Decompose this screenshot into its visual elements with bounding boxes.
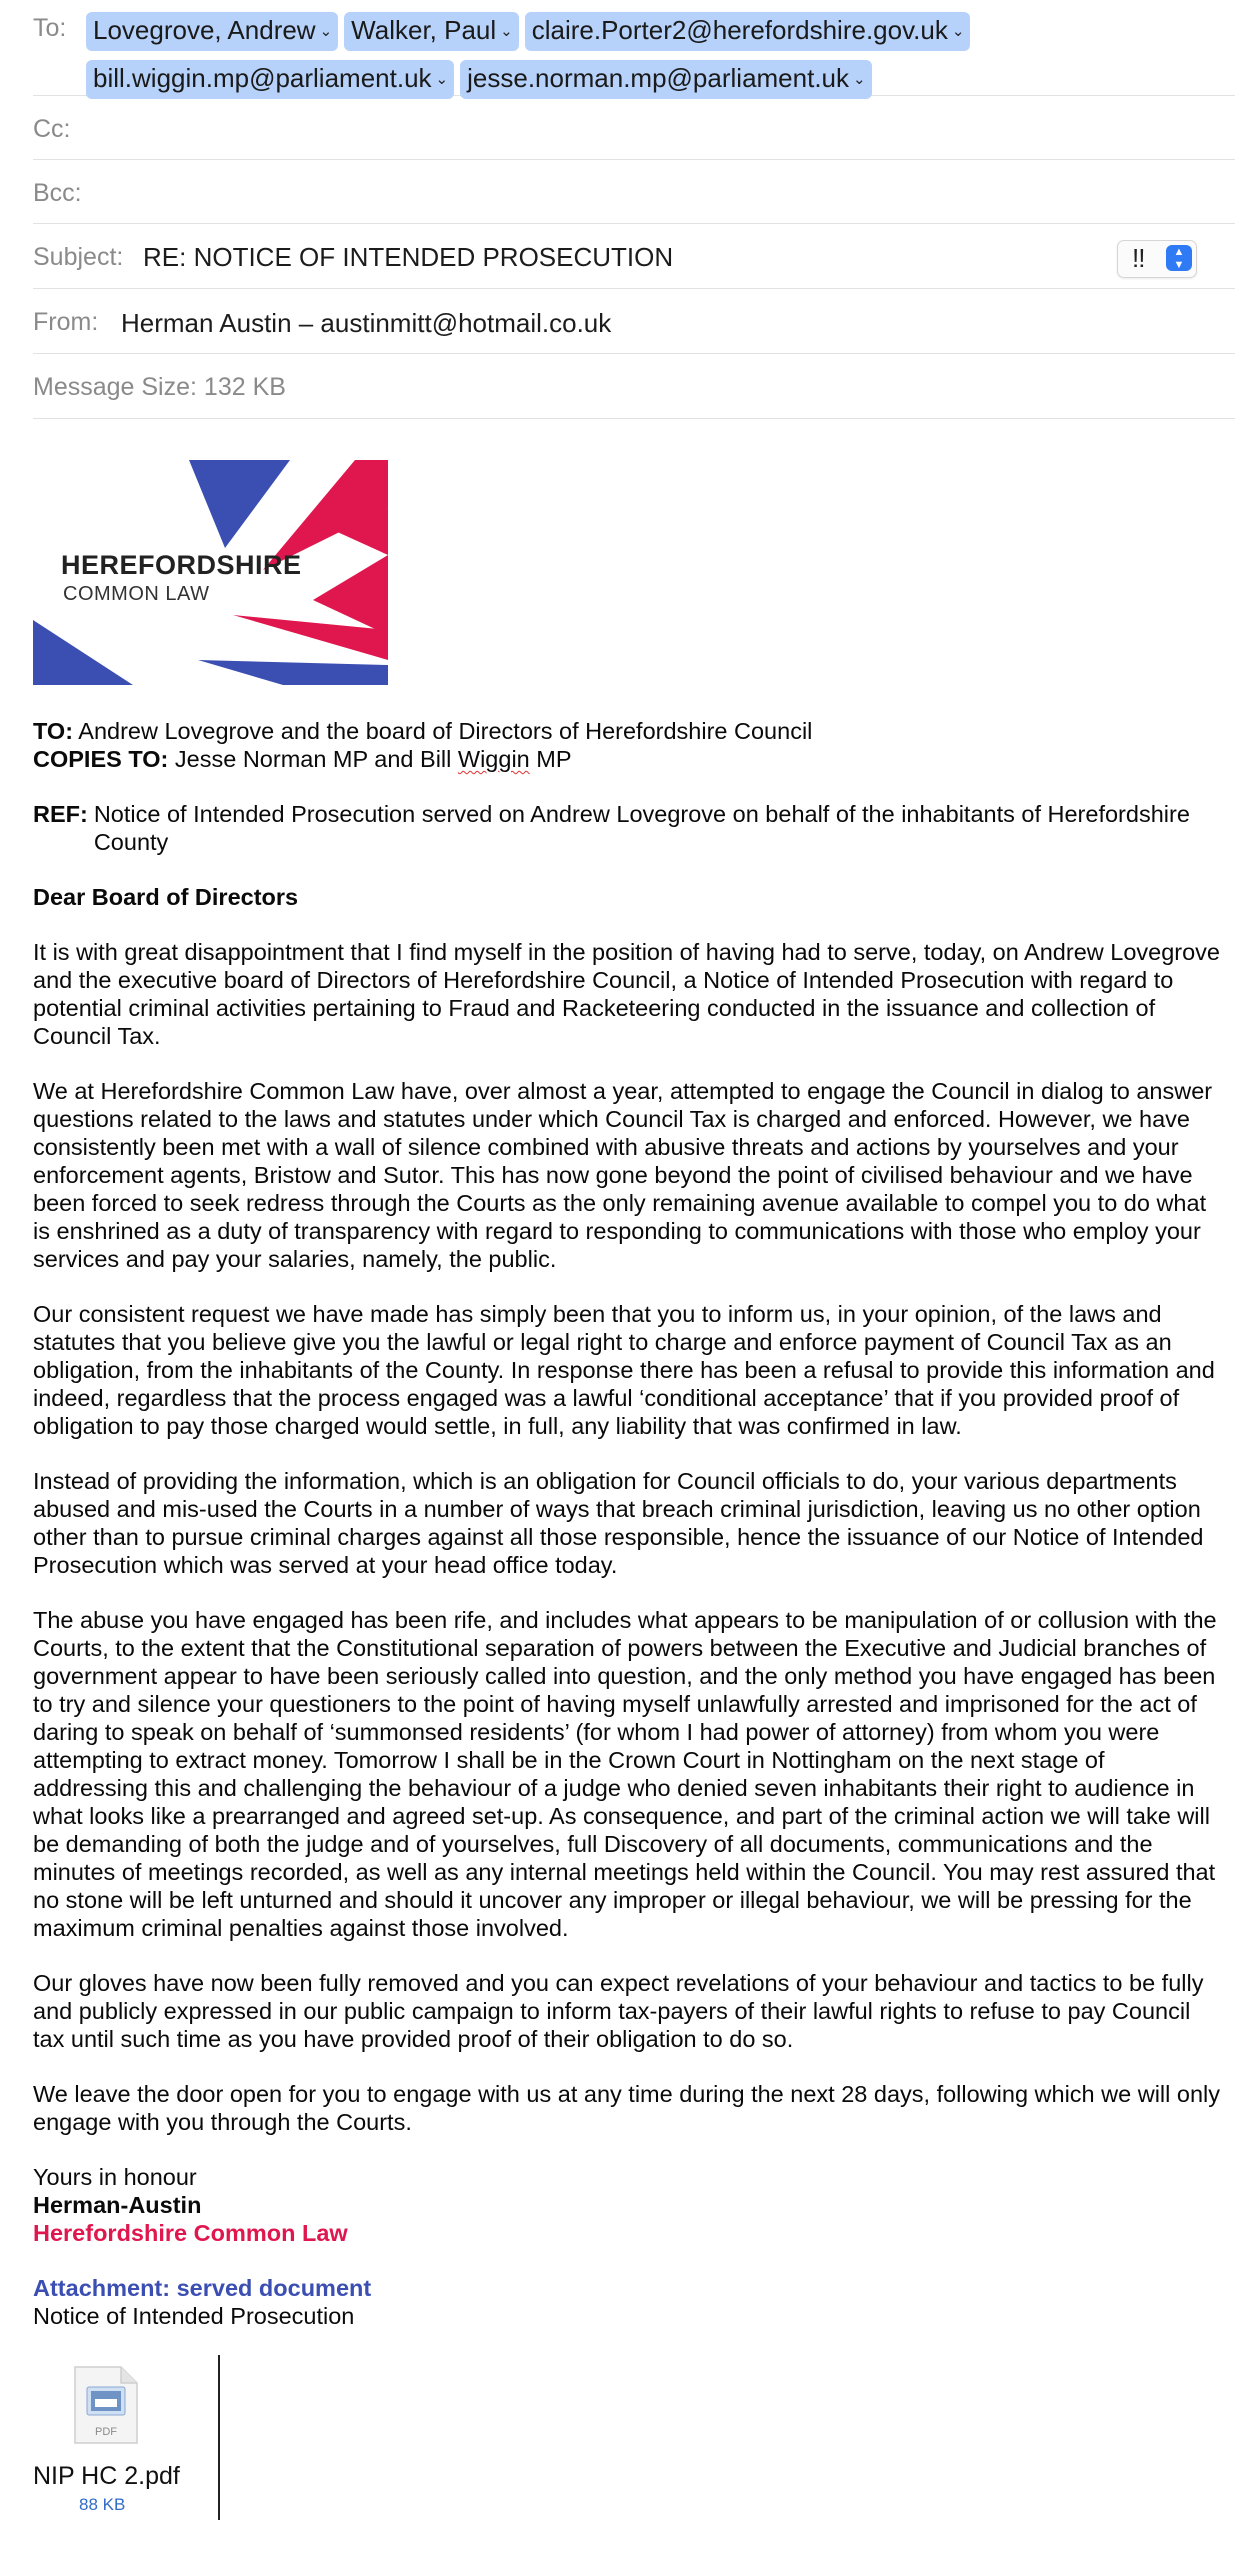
pdf-file-icon [73, 2365, 139, 2445]
bcc-field-row[interactable] [33, 161, 1235, 224]
recipient-chip[interactable]: Lovegrove, Andrew ⌄ [86, 12, 338, 51]
message-size-label: Message Size: 132 KB [33, 373, 286, 401]
chevron-down-icon: ⌄ [319, 23, 333, 40]
copies-label: COPIES TO: [33, 746, 169, 772]
herefordshire-common-law-logo [33, 460, 388, 690]
attachment-file-name: NIP HC 2.pdf [33, 2462, 180, 2490]
signature-org: Herefordshire Common Law [33, 2220, 348, 2246]
recipient-chip[interactable]: jesse.norman.mp@parliament.uk ⌄ [460, 60, 871, 99]
attachment-tile[interactable] [33, 2355, 220, 2520]
message-body [33, 717, 1223, 2357]
from-field-row [33, 290, 1235, 354]
cc-label: Cc: [33, 115, 71, 143]
pdf-type-label: PDF [95, 2426, 117, 2438]
paragraph-6: Our gloves have now been fully removed and you can expect revelations of your behaviour and tactics to be fully and publicly expressed in our public campaign to inform tax-payers of their lawful rights to refuse to pay Council tax until such time as you have provided proof of their obligation to do so. [33, 1970, 1204, 2052]
message-size-row [33, 355, 1235, 419]
paragraph-3: Our consistent request we have made has simply been that you to inform us, in your opinion, of the laws and statutes that you believe give you the lawful or legal right to charge and enforce payment of Council Tax as an obligation, from the inhabitants of the County. In response there has been a refusal to provide this information and indeed, regardless that the process engaged was a lawful ‘conditional acceptance’ that if you provided proof of obligation to pay those charged would settle, in full, any liability that was confirmed in law. [33, 1301, 1215, 1439]
recipient-chip[interactable]: bill.wiggin.mp@parliament.uk ⌄ [86, 60, 454, 99]
paragraph-7: We leave the door open for you to engage with us at any time during the next 28 days, following which we will only engage with you through the Courts. [33, 2081, 1221, 2135]
spellcheck-word[interactable]: Wiggin [457, 746, 530, 772]
to-field-row [33, 0, 1235, 96]
attachment-heading: Attachment: served document [33, 2275, 372, 2301]
closing: Yours in honour [33, 2164, 197, 2190]
logo-title: HEREFORDSHIRE [61, 550, 302, 580]
priority-select[interactable] [1117, 240, 1197, 278]
chevron-down-icon: ⌄ [951, 23, 965, 40]
to-line-label: TO: [33, 718, 74, 744]
paragraph-5: The abuse you have engaged has been rife, and includes what appears to be manipulation of or collusion with the Courts, to the extent that the Constitutional separation of powers between the Executive and Judicial branches of government appear to have been seriously called into question, and the only method you have engaged has been to try and silence your questioners to the point of having myself unlawfully arrested and imprisoned for the act of daring to speak on behalf of ‘summonsed residents’ (for whom I had power of attorney) from whom you were attempting to extract money. Tomorrow I shall be in the Crown Court in Nottingham on the next stage of addressing this and challenging the behaviour of a judge who denied seven inhabitants their right to audience in what looks like a prearranged and agreed set-up. As consequence, and part of the criminal action we will take will be demanding of both the judge and of yourselves, full Discovery of all documents, communications and the minutes of meetings recorded, as well as any internal meetings held within the Council. You may rest assured that no stone will be left unturned and should it uncover any improper or illegal behaviour, we will be pressing for the maximum criminal penalties against those involved. [33, 1607, 1217, 1941]
reference-line [33, 800, 1223, 856]
to-line-text: Andrew Lovegrove and the board of Directors of Herefordshire Council [78, 718, 813, 744]
ref-text: Notice of Intended Prosecution served on Andrew Lovegrove on behalf of the inhabitants of Herefordshire County [93, 801, 1190, 855]
subject-field-row [33, 225, 1235, 289]
recipient-list [86, 12, 1236, 108]
priority-value: !! [1132, 243, 1145, 273]
chevron-down-icon: ⌄ [853, 71, 866, 88]
attachment-description: Notice of Intended Prosecution [33, 2303, 355, 2329]
stepper-chevrons-icon: ▲ ▼ [1166, 245, 1192, 271]
chevron-down-icon: ⌄ [435, 71, 449, 88]
copies-text: Jesse Norman MP and Bill Wiggin MP [174, 746, 572, 772]
from-label: From: [33, 308, 99, 336]
cc-field-row[interactable] [33, 97, 1235, 160]
subject-input[interactable]: RE: NOTICE OF INTENDED PROSECUTION [143, 242, 674, 272]
bcc-label: Bcc: [33, 179, 82, 207]
chevron-down-icon: ⌄ [500, 23, 513, 40]
paragraph-2: We at Herefordshire Common Law have, over almost a year, attempted to engage the Council in dialog to answer questions related to the laws and statutes under which Council Tax is charged and enforced. However, we have consistently been met with a wall of silence combined with abusive threats and actions by yourselves and your enforcement agents, Bristow and Sutor. This has now gone beyond the point of civilised behaviour and we have been forced to seek redress through the Courts as the only remaining avenue available to compel you to do what is enshrined as a duty of transparency with regard to responding to communications with those who employ your services and pay your salaries, namely, the public. [33, 1078, 1213, 1272]
salutation: Dear Board of Directors [33, 884, 299, 910]
signature-name: Herman-Austin [33, 2192, 202, 2218]
subject-label: Subject: [33, 243, 124, 271]
logo-subtitle: COMMON LAW [63, 583, 210, 605]
to-label: To: [33, 14, 67, 42]
attachment-file-size: 88 KB [79, 2495, 126, 2514]
recipient-chip[interactable]: claire.Porter2@herefordshire.gov.uk ⌄ [525, 12, 971, 51]
paragraph-4: Instead of providing the information, which is an obligation for Council officials to do, your various departments abused and mis-used the Courts in a number of ways that breach criminal jurisdiction, leaving us no other option other than to pursue criminal charges against all those responsible, hence the issuance of our Notice of Intended Prosecution which was served at your head office today. [33, 1468, 1204, 1578]
recipient-chip[interactable]: Walker, Paul ⌄ [344, 12, 519, 51]
paragraph-1: It is with great disappointment that I find myself in the position of having had to serve, today, on Andrew Lovegrove and the executive board of Directors of Herefordshire Council, a Notice of Intended Prosecution with regard to potential criminal activities pertaining to Fraud and Racketeering conducted in the issuance and collection of Council Tax. [33, 939, 1221, 1049]
ref-label: REF: [33, 801, 88, 827]
from-select[interactable]: Herman Austin – austinmitt@hotmail.co.uk [121, 308, 612, 338]
